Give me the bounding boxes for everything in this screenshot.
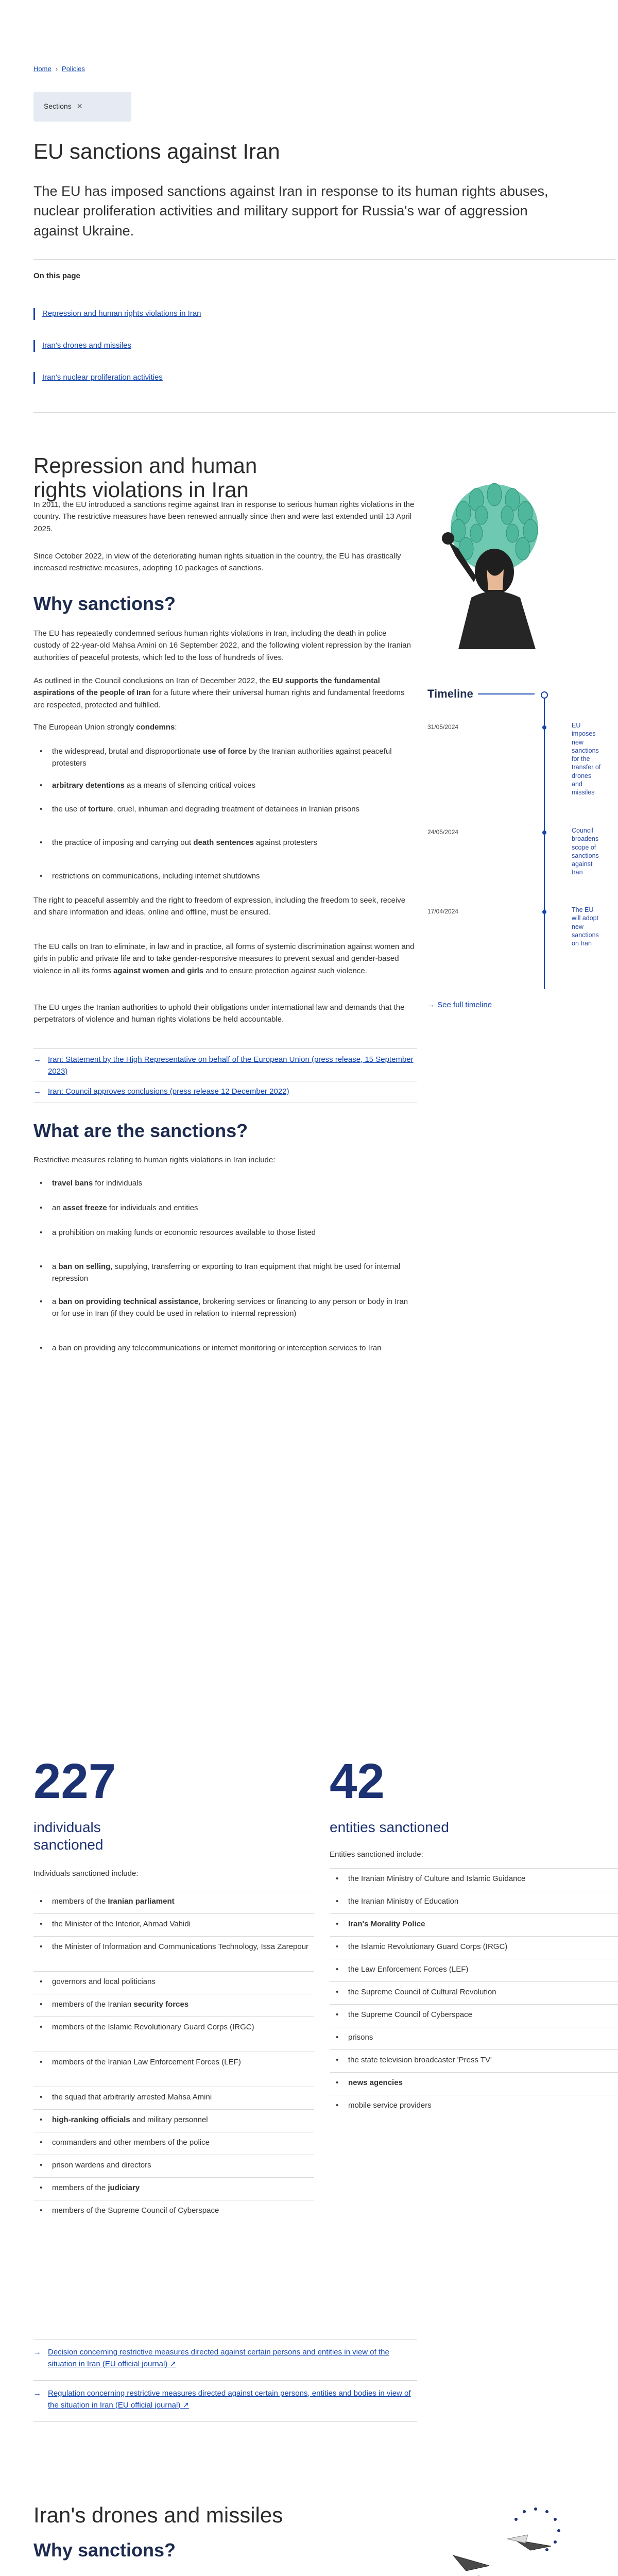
individuals-count: 227 [33,1754,116,1809]
list-item: • a ban on providing technical assistance, brokering services or financing to any person or body in Iran or for use in Iran (if they could be used in relation to internal repression) [39,1296,413,1319]
divider [33,2016,314,2017]
entities-count: 42 [330,1754,385,1809]
divider [330,2072,618,2073]
timeline-dot [542,725,546,730]
divider [33,2421,417,2422]
list-item: • a ban on providing any telecommunications or internet monitoring or interception services to Iran [39,1343,413,1354]
divider [330,1868,618,1869]
list-item: • members of the Iranian Law Enforcement Forces (LEF) [39,2057,312,2069]
what-are-sanctions-heading: What are the sanctions? [33,1120,248,1141]
list-item: • a ban on selling, supplying, transferring or exporting to Iran equipment that might be used for internal repression [39,1261,413,1284]
list-item: • the squad that arbitrarily arrested Mahsa Amini [39,2092,312,2104]
press-release-link[interactable]: → Iran: Statement by the High Representative on behalf of the European Union (press release, 15 September 2023) [33,1055,414,1076]
list-item: • the Minister of Information and Communications Technology, Issa Zarepour [39,1941,312,1953]
list-item: • members of the Iranian parliament [39,1896,312,1908]
list-item: • prisons [335,2032,616,2044]
see-full-timeline-link[interactable]: → See full timeline [427,1001,492,1009]
toc-link-repression[interactable]: Repression and human rights violations in Iran [33,308,351,320]
timeline-title-rule [478,693,535,694]
timeline-entry-link[interactable]: Council broadens scope of sanctions against Iran [572,827,599,876]
divider [330,1913,618,1914]
list-item: • news agencies [335,2077,616,2089]
entities-intro: Entities sanctioned include: [330,1850,423,1859]
why-sanctions-heading: Why sanctions? [33,593,176,614]
divider [330,2049,618,2050]
arrow-right-icon: → [33,1055,41,1064]
entities-label: entities sanctioned [330,1819,449,1835]
repression-intro: In 2011, the EU introduced a sanctions regime against Iran in response to serious human rights violations in the country. The restrictive measures have been renewed annually since then and were last extended until 13 April 2025. [33,500,415,533]
what-intro: Restrictive measures relating to human rights violations in Iran include: [33,1156,276,1164]
list-item: • the Iranian Ministry of Culture and Islamic Guidance [335,1873,616,1885]
list-item: • the Law Enforcement Forces (LEF) [335,1964,616,1976]
chevron-right-icon: › [55,65,58,73]
timeline-date: 31/05/2024 [427,723,459,731]
list-item: • the widespread, brutal and disproportionate use of force by the Iranian authorities against peaceful protesters [39,746,413,769]
condemns-intro: The European Union strongly condemns: [33,723,177,732]
page-title: EU sanctions against Iran [33,139,280,163]
timeline-date: 17/04/2024 [427,908,459,915]
sections-button[interactable] [33,92,131,122]
external-link-icon: ↗ [182,2400,190,2410]
individuals-label: individuals sanctioned [33,1819,104,1853]
timeline-dot [542,910,546,914]
why-paragraph: The EU has repeatedly condemned serious human rights violations in Iran, including the death in police custody of 22-year-old Mahsa Amini on 16 September 2022, and the following violent repression by the Iranian authorities of peaceful protests, which led to the loss of hundreds of lives. [33,629,411,662]
repression-packages: Since October 2022, in view of the deteriorating human rights situation in the country, the EU has drastically increased restrictive measures, adopting 10 packages of sanctions. [33,552,401,573]
protest-illustration [427,479,556,649]
individuals-intro: Individuals sanctioned include: [33,1869,139,1878]
list-item: • the Supreme Council of Cultural Revolution [335,1987,616,1998]
drones-why-heading: Why sanctions? [33,2539,176,2561]
arrow-right-icon: → [33,2348,41,2357]
divider [33,2339,417,2340]
divider [33,2109,314,2110]
divider [33,1936,314,1937]
list-item: • an asset freeze for individuals and entities [39,1202,413,1214]
list-item: • members of the Iranian security forces [39,1999,312,2011]
sections-button-label: Sections [44,102,72,110]
arrow-right-icon: → [33,2389,41,2398]
divider [330,1936,618,1937]
drones-illustration [417,2499,587,2576]
divider [33,2380,417,2381]
timeline-start-marker [541,691,548,699]
list-item: • the Minister of the Interior, Ahmad Vahidi [39,1919,312,1930]
on-this-page-heading: On this page [33,272,80,280]
list-item: • high-ranking officials and military personnel [39,2114,312,2126]
list-item: • the Islamic Revolutionary Guard Corps (IRGC) [335,1941,616,1953]
timeline-line [544,696,545,989]
list-item: • the Supreme Council of Cyberspace [335,2009,616,2021]
council-conclusions-paragraph: As outlined in the Council conclusions on Iran of December 2022, the EU supports the fundamental aspirations of the people of Iran for a future where their universal human rights and fundamental freedoms are respected, protected and fulfilled. [33,676,405,709]
list-item: • a prohibition on making funds or economic resources available to those listed [39,1227,413,1239]
list-item: • members of the Supreme Council of Cyberspace [39,2205,312,2217]
list-item: • governors and local politicians [39,1976,312,1988]
list-item: • prison wardens and directors [39,2160,312,2172]
gender-paragraph: The EU calls on Iran to eliminate, in law and in practice, all forms of systemic discrimination against women and girls in public and private life and to take gender-responsive measures to prevent sexual and gender-based violence in all its forms against women and girls and to ensure protection against such violence. [33,942,415,975]
conclusions-link[interactable]: → Iran: Council approves conclusions (press release 12 December 2022) [33,1086,417,1098]
list-item: • the use of torture, cruel, inhuman and degrading treatment of detainees in Iranian prisons [39,804,413,816]
list-item: • members of the judiciary [39,2182,312,2194]
timeline-title: Timeline [427,687,473,700]
list-item: • the Iranian Ministry of Education [335,1896,616,1908]
breadcrumb [33,64,85,74]
external-link-icon: ↗ [169,2359,177,2368]
divider [33,259,615,260]
divider [330,2004,618,2005]
assembly-paragraph: The right to peaceful assembly and the right to freedom of expression, including the freedom to seek, receive and share information and ideas, online and offline, must be ensured. [33,896,406,917]
list-item: • Iran's Morality Police [335,1919,616,1930]
urge-paragraph: The EU urges the Iranian authorities to uphold their obligations under international law and demands that the perpetrators of violence and human rights violations be held accountable. [33,1003,405,1024]
list-item: • travel bans for individuals [39,1178,413,1190]
decision-journal-link[interactable]: → Decision concerning restrictive measures directed against certain persons and entities in view of the situation in Iran (EU official journal) ↗ [33,2348,389,2368]
list-item: • mobile service providers [335,2100,616,2112]
divider [33,2177,314,2178]
list-item: • restrictions on communications, including internet shutdowns [39,871,413,883]
section-title-repression: Repression and human rights violations in Iran [33,453,258,502]
divider [33,1048,417,1049]
timeline-entry-link[interactable]: EU imposes new sanctions for the transfer of drones and missiles [572,722,601,796]
list-item: • the practice of imposing and carrying out death sentences against protesters [39,837,413,849]
divider [330,1981,618,1982]
timeline-entry-link[interactable]: The EU will adopt new sanctions on Iran [572,906,599,947]
divider [33,412,615,413]
section-title-drones: Iran's drones and missiles [33,2503,283,2527]
breadcrumb-policies-link[interactable]: Policies [62,65,85,73]
timeline-date: 24/05/2024 [427,828,459,836]
toc-link-nuclear[interactable]: Iran's nuclear proliferation activities [33,372,351,384]
divider [33,1971,314,1972]
arrow-right-icon: → [427,1001,438,1009]
list-item: • commanders and other members of the police [39,2137,312,2149]
breadcrumb-home-link[interactable]: Home [33,65,52,73]
regulation-journal-link[interactable]: → Regulation concerning restrictive measures directed against certain persons, entities and bodies in view of the situation in Iran (EU official journal) ↗ [33,2389,411,2410]
timeline-dot [542,831,546,835]
arrow-right-icon: → [33,1087,41,1096]
page-lead: The EU has imposed sanctions against Iran in response to its human rights abuses, nuclear proliferation activities and military support for Russia's war of aggression against Ukraine. [33,183,548,239]
close-icon: ✕ [76,102,83,110]
list-item: • the state television broadcaster 'Press TV' [335,2055,616,2066]
list-item: • members of the Islamic Revolutionary Guard Corps (IRGC) [39,2022,312,2033]
toc-link-drones[interactable]: Iran's drones and missiles [33,340,351,352]
list-item: • arbitrary detentions as a means of silencing critical voices [39,780,413,792]
divider [33,1913,314,1914]
